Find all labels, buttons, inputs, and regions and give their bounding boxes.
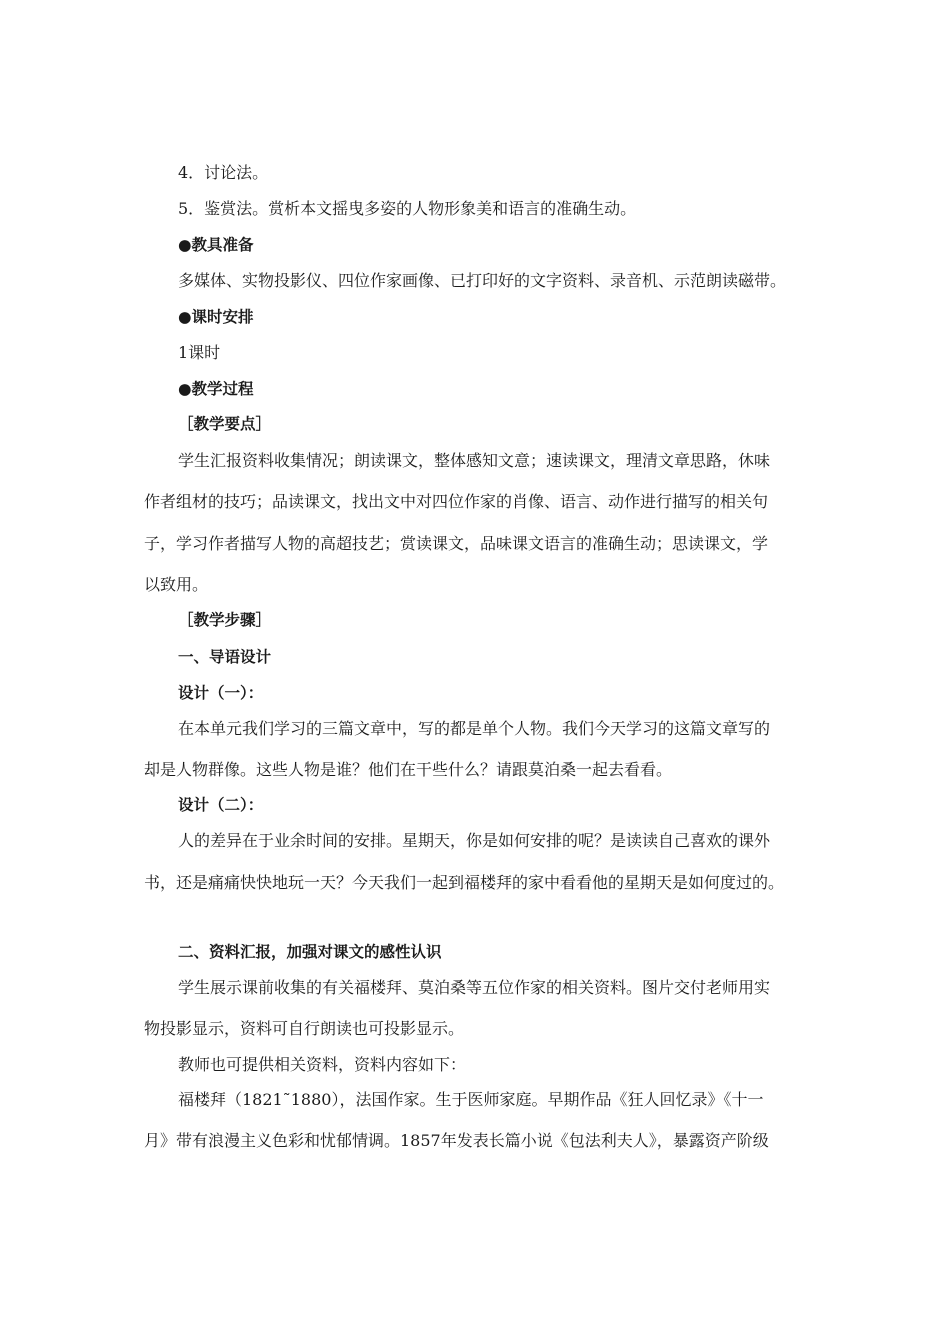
paragraph-key-points-line-3: 子，学习作者描写人物的高超技艺；赏读课文，品味课文语言的准确生动；思读课文，学	[144, 534, 769, 553]
heading-intro-design: 一、导语设计	[178, 648, 272, 666]
paragraph-schedule: 1课时	[178, 343, 221, 362]
paragraph-teaching-tools: 多媒体、实物投影仪、四位作家画像、已打印好的文字资料、录音机、示范朗读磁带。	[178, 271, 787, 290]
paragraph-design-2-line-1: 人的差异在于业余时间的安排。星期天，你是如何安排的呢？是读读自己喜欢的课外	[178, 831, 771, 850]
paragraph-materials-line-1: 学生展示课前收集的有关福楼拜、莫泊桑等五位作家的相关资料。图片交付老师用实	[178, 978, 771, 997]
section-heading-teaching-tools: ●教具准备	[178, 236, 254, 254]
paragraph-materials-line-2: 物投影显示，资料可自行朗读也可投影显示。	[144, 1019, 465, 1038]
paragraph-teacher-materials: 教师也可提供相关资料，资料内容如下：	[178, 1055, 467, 1074]
heading-design-1: 设计（一）：	[178, 684, 264, 702]
paragraph-key-points-line-2: 作者组材的技巧；品读课文，找出文中对四位作家的肖像、语言、动作进行描写的相关句	[144, 492, 769, 511]
paragraph-design-1-line-2: 却是人物群像。这些人物是谁？他们在干些什么？请跟莫泊桑一起去看看。	[144, 760, 673, 779]
section-heading-process: ●教学过程	[178, 380, 254, 398]
section-heading-schedule: ●课时安排	[178, 308, 254, 326]
paragraph-flaubert-line-1: 福楼拜（1821˜1880），法国作家。生于医师家庭。早期作品《狂人回忆录》《十一	[178, 1090, 764, 1109]
subheading-key-points: ［教学要点］	[178, 415, 272, 433]
paragraph-key-points-line-4: 以致用。	[144, 575, 209, 594]
list-item-discussion: 4．讨论法。	[178, 163, 269, 182]
paragraph-design-2-line-2: 书，还是痛痛快快地玩一天？今天我们一起到福楼拜的家中看看他的星期天是如何度过的。	[144, 873, 785, 892]
list-item-appreciation: 5．鉴赏法。赏析本文摇曳多姿的人物形象美和语言的准确生动。	[178, 199, 637, 218]
heading-design-2: 设计（二）：	[178, 796, 264, 814]
paragraph-flaubert-line-2: 月》带有浪漫主义色彩和忧郁情调。1857年发表长篇小说《包法利夫人》，暴露资产阶级	[144, 1131, 769, 1150]
paragraph-design-1-line-1: 在本单元我们学习的三篇文章中，写的都是单个人物。我们今天学习的这篇文章写的	[178, 719, 771, 738]
subheading-steps: ［教学步骤］	[178, 611, 272, 629]
paragraph-key-points-line-1: 学生汇报资料收集情况；朗读课文，整体感知文意；速读课文，理清文章思路，休味	[178, 451, 771, 470]
heading-materials-report: 二、资料汇报，加强对课文的感性认识	[178, 943, 442, 961]
